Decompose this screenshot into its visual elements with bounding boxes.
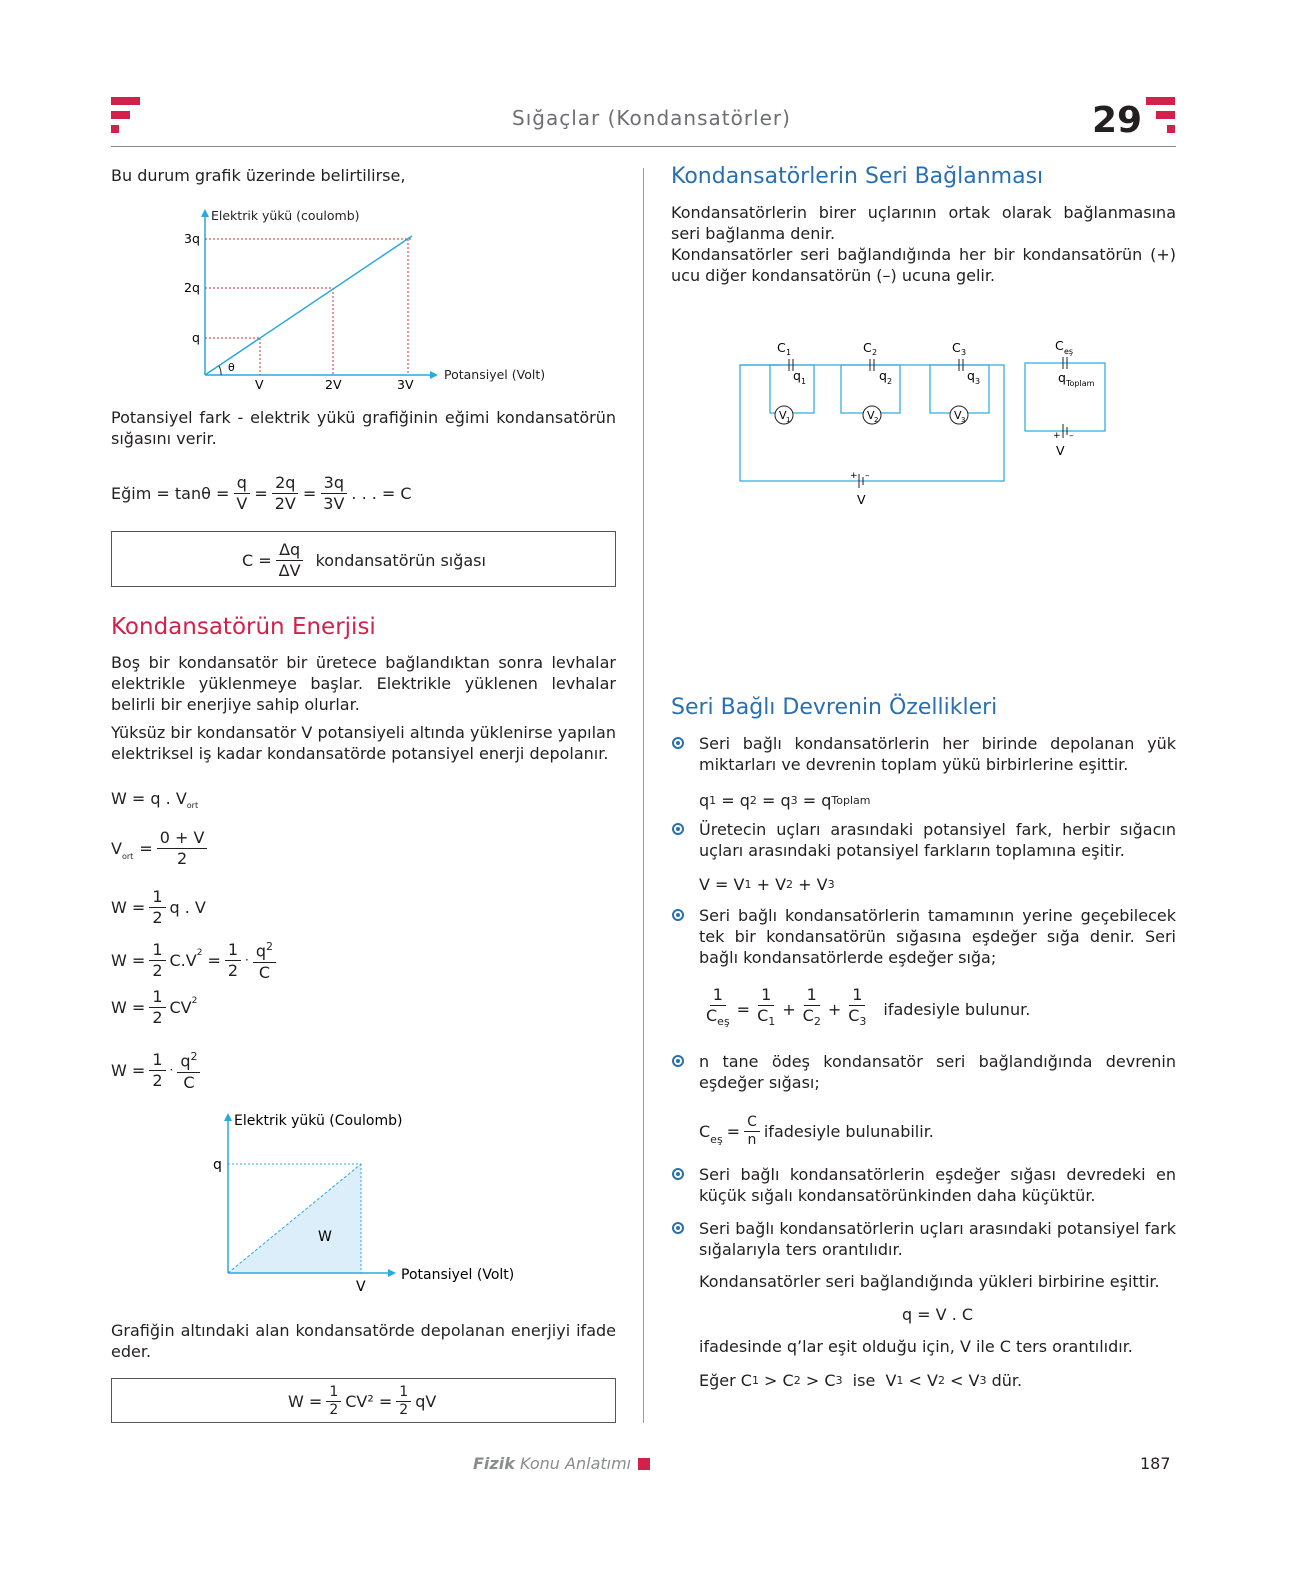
svg-text:1: 1 xyxy=(786,348,792,357)
svg-text:3: 3 xyxy=(961,348,967,357)
properties-heading: Seri Bağlı Devrenin Özellikleri xyxy=(671,695,998,720)
svg-text:q: q xyxy=(793,368,801,383)
eq-q-vc: q = V . C xyxy=(901,1305,974,1324)
property-charge-equal: Seri bağlı kondansatörlerin her birinde depolanan yük miktarları ve devrenin toplam yükü birbirlerine eşittir. xyxy=(699,734,1176,774)
svg-text:q: q xyxy=(1058,370,1066,385)
bullet-icon xyxy=(672,1222,684,1234)
graph2-area-label: W xyxy=(318,1229,332,1245)
series-equal-charge-text: Kondansatörler seri bağlandığında yükleri birbirine eşittir. xyxy=(699,1272,1160,1291)
area-text: Grafiğin altındaki alan kondansatörde depolanan enerjiyi ifade eder. xyxy=(111,1321,616,1361)
eq-voltages: V = V 1 + V 2 + V 3 xyxy=(699,874,835,894)
graph2-xtick-v: V xyxy=(356,1279,366,1295)
svg-text:1: 1 xyxy=(786,416,791,424)
graph2-xlabel: Potansiyel (Volt) xyxy=(401,1267,515,1283)
footer-square-icon xyxy=(638,1458,650,1470)
graph1-ylabel: Elektrik yükü (coulomb) xyxy=(211,208,360,223)
eq-vort: V $_{ort}$ = $\frac{0 + V}{2}$ xyxy=(111,825,211,871)
logo-left xyxy=(111,97,141,137)
property-n-identical: n tane ödeş kondansatör seri bağlandığında devrenin eşdeğer sığası; xyxy=(699,1052,1176,1092)
property-voltage-sum: Üretecin uçları arasındaki potansiyel fark, herbir sığacın uçları arasındaki potansiyel farkların toplamına eşitir. xyxy=(699,820,1176,860)
svg-text:–: – xyxy=(1069,431,1074,441)
y-arrow xyxy=(201,209,209,217)
page-number: 187 xyxy=(1140,1454,1171,1473)
eq-w-half-cv2: W = $\frac{1}{2}$ CV $^2$ xyxy=(111,986,198,1027)
graph2-ylabel: Elektrik yükü (Coulomb) xyxy=(234,1113,403,1129)
page-title: Sığaçlar (Kondansatörler) xyxy=(512,106,791,130)
svg-text:+: + xyxy=(850,471,858,481)
svg-text:V: V xyxy=(1056,443,1065,458)
series-circuit-diagram xyxy=(730,330,1120,515)
energy-paragraph-2: Yüksüz bir kondansatör V potansiyeli altında yüklenirse yapılan elektriksel iş kadar kondansatörde potansiyel enerji depolanır. xyxy=(111,723,616,763)
energy-paragraph-1: Boş bir kondansatör bir üretece bağlandıktan sonra levhalar elektrikle yüklenmeye başlar. Elektrikle yüklenen levhalar belirli bir enerjiye sahip olurlar. xyxy=(111,653,616,714)
header-rule xyxy=(111,146,1176,147)
graph2-ytick-q: q xyxy=(213,1157,222,1173)
intro-text: Bu durum grafik üzerinde belirtilirse, xyxy=(111,166,406,185)
eq-n-capacitors: C $_{eş}$ = $\frac{C}{n}$ ifadesiyle bulunabilir. xyxy=(699,1113,934,1148)
svg-text:C: C xyxy=(777,340,786,355)
slope-text: Potansiyel fark - elektrik yükü grafiğinin eğimi kondansatörün sığasını verir. xyxy=(111,408,616,448)
property-equivalent: Seri bağlı kondansatörlerin tamamının yerine geçebilecek tek bir kondansatörün sığasına eşdeğer sığa denir. Seri bağlı kondansatörlerde eşdeğer sığa; xyxy=(699,906,1176,967)
eq-w-cv-q2c: W = $\frac{1}{2}$ C.V $^2$ = $\frac{1}{2}$ · $\frac{q^2}{C}$ xyxy=(111,934,280,986)
capacitance-box: C = $\frac{\Delta q}{\Delta V}$ kondansatörün sığası xyxy=(111,531,616,587)
energy-formula-box: W = $\frac{1}{2}$ CV² = $\frac{1}{2}$ qV xyxy=(111,1378,616,1423)
svg-text:V: V xyxy=(857,492,866,507)
series-paragraph-1: Kondansatörlerin birer uçlarının ortak olarak bağlanmasına seri bağlanma denir. xyxy=(671,203,1176,243)
logo-right xyxy=(1146,97,1176,137)
svg-text:C: C xyxy=(863,340,872,355)
ytick-q: q xyxy=(192,330,200,345)
eq-equivalent-capacitance: $\frac{1}{C_{eş}}$ = $\frac{1}{C_1}$ + $\frac{1}{C_2}$ + $\frac{1}{C_3}$ ifadesiyle bulunur. xyxy=(706,985,1031,1029)
inverse-text: ifadesinde q’lar eşit olduğu için, V ile C ters orantılıdır. xyxy=(699,1337,1133,1356)
bullet-icon xyxy=(672,823,684,835)
footer-book-title: Fizik Konu Anlatımı xyxy=(473,1454,632,1473)
eq-w-half-q2c: W = $\frac{1}{2}$ · $\frac{q^2}{C}$ xyxy=(111,1044,204,1096)
x-arrow xyxy=(430,371,438,379)
ytick-2q: 2q xyxy=(184,280,200,295)
svg-text:1: 1 xyxy=(801,377,807,386)
eq-order: Eğer C 1 > C 2 > C 3 ise V 1 < V 2 < V 3 dür. xyxy=(699,1370,1023,1390)
bullet-icon xyxy=(672,909,684,921)
svg-text:V: V xyxy=(779,409,787,422)
series-paragraph-2: Kondansatörler seri bağlandığında her bir kondansatörün (+) ucu diğer kondansatörün (–) ucuna gelir. xyxy=(671,245,1176,285)
svg-text:2: 2 xyxy=(887,377,893,386)
svg-text:–: – xyxy=(865,471,870,481)
svg-text:C: C xyxy=(952,340,961,355)
svg-text:+: + xyxy=(1053,431,1061,441)
svg-text:Toplam: Toplam xyxy=(1066,379,1095,388)
eq-w-qv: W = q . V $_{ort}$ xyxy=(111,788,199,810)
svg-text:V: V xyxy=(867,409,875,422)
bullet-icon xyxy=(672,737,684,749)
xtick-3v: 3V xyxy=(397,377,414,392)
chapter-number: 29 xyxy=(1092,100,1143,141)
property-inverse: Seri bağlı kondansatörlerin uçları arasındaki potansiyel fark sığalarıyla ters orantılıdır. xyxy=(699,1219,1176,1259)
ytick-3q: 3q xyxy=(184,231,200,246)
charge-potential-graph xyxy=(170,200,570,395)
svg-text:q: q xyxy=(967,368,975,383)
graph1-xlabel: Potansiyel (Volt) xyxy=(444,367,546,382)
xtick-2v: 2V xyxy=(325,377,342,392)
xtick-v: V xyxy=(255,377,264,392)
svg-text:2: 2 xyxy=(872,348,878,357)
svg-text:2: 2 xyxy=(874,416,879,424)
series-heading: Kondansatörlerin Seri Bağlanması xyxy=(671,164,1044,189)
svg-text:V: V xyxy=(954,409,962,422)
energy-heading: Kondansatörün Enerjisi xyxy=(111,614,376,640)
bullet-icon xyxy=(672,1168,684,1180)
column-divider xyxy=(643,168,644,1423)
svg-text:eş: eş xyxy=(1064,347,1074,356)
theta-label: θ xyxy=(228,361,235,374)
graph1-line xyxy=(205,236,412,375)
eq-charges: q 1 = q 2 = q 3 = q Toplam xyxy=(699,790,871,810)
svg-text:3: 3 xyxy=(961,416,966,424)
slope-equation: Eğim = tanθ = $\frac{q}{V}$ = $\frac{2q}{2V}$ = $\frac{3q}{3V}$ . . . = C xyxy=(111,472,412,513)
svg-text:q: q xyxy=(879,368,887,383)
svg-text:C: C xyxy=(1055,338,1064,353)
energy-area-graph xyxy=(200,1105,530,1295)
eq-w-half-qv: W = $\frac{1}{2}$ q . V xyxy=(111,886,206,927)
svg-text:3: 3 xyxy=(975,377,981,386)
property-smallest: Seri bağlı kondansatörlerin eşdeğer sığası devredeki en küçük sığalı kondansatörünkinden daha küçüktür. xyxy=(699,1165,1176,1205)
bullet-icon xyxy=(672,1055,684,1067)
